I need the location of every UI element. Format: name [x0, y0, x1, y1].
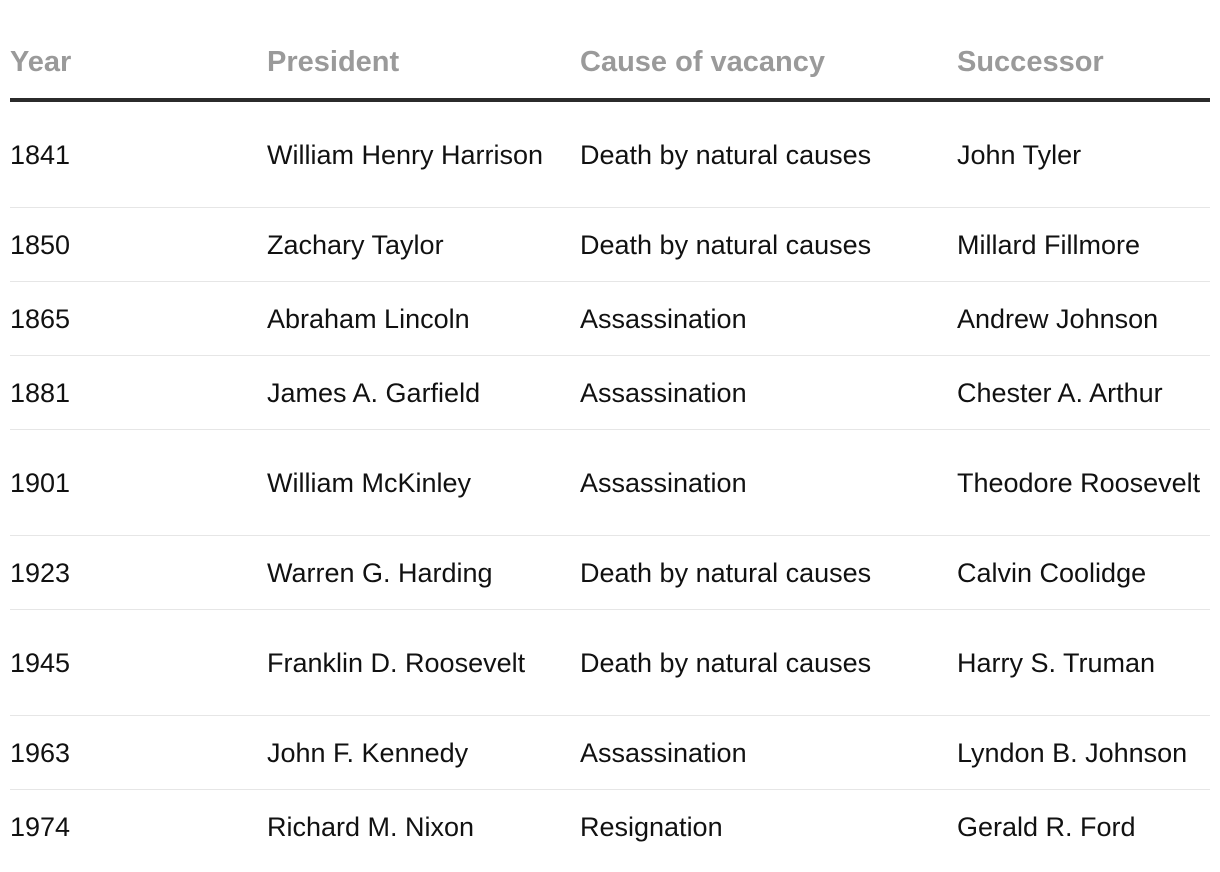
year-cell: 1923 [10, 557, 71, 588]
year-cell: 1865 [10, 303, 71, 334]
successor-cell: Andrew Johnson [957, 303, 1159, 334]
table-row [10, 102, 1210, 208]
year-cell: 1901 [10, 467, 71, 498]
table-row [10, 356, 1210, 430]
table-row [10, 430, 1210, 536]
successor-cell: Lyndon B. Johnson [957, 737, 1188, 768]
president-cell: William Henry Harrison [267, 139, 544, 170]
president-cell: William McKinley [267, 467, 472, 498]
cause-cell: Assassination [580, 377, 747, 408]
table-row [10, 716, 1210, 790]
year-cell: 1963 [10, 737, 71, 768]
successor-cell: John Tyler [957, 139, 1082, 170]
president-cell: Abraham Lincoln [267, 303, 470, 334]
successor-cell: Harry S. Truman [957, 647, 1156, 678]
year-cell: 1974 [10, 812, 71, 842]
successor-cell: Theodore Roosevelt [957, 467, 1201, 498]
header-president: President [267, 46, 400, 78]
successor-cell: Chester A. Arthur [957, 377, 1163, 408]
successor-cell: Millard Fillmore [957, 229, 1141, 260]
cause-cell: Assassination [580, 737, 747, 768]
cause-cell: Assassination [580, 303, 747, 334]
table-row [10, 282, 1210, 356]
successor-cell: Gerald R. Ford [957, 812, 1136, 842]
president-cell: John F. Kennedy [267, 737, 469, 768]
cause-cell: Death by natural causes [580, 229, 872, 260]
president-cell: James A. Garfield [267, 377, 481, 408]
year-cell: 1841 [10, 139, 71, 170]
table-row [10, 610, 1210, 716]
vacancy-table [10, 0, 1210, 864]
cause-cell: Resignation [580, 812, 723, 842]
table-row [10, 536, 1210, 610]
table-row [10, 208, 1210, 282]
cause-cell: Death by natural causes [580, 557, 872, 588]
successor-cell: Calvin Coolidge [957, 557, 1147, 588]
president-cell: Franklin D. Roosevelt [267, 647, 526, 678]
table-row [10, 790, 1210, 864]
year-cell: 1881 [10, 377, 71, 408]
header-year: Year [10, 46, 72, 78]
table-header-row [10, 0, 1210, 102]
year-cell: 1850 [10, 229, 71, 260]
header-cause: Cause of vacancy [580, 46, 826, 78]
header-successor: Successor [957, 46, 1104, 78]
cause-cell: Assassination [580, 467, 747, 498]
cause-cell: Death by natural causes [580, 647, 872, 678]
president-cell: Warren G. Harding [267, 557, 493, 588]
president-cell: Zachary Taylor [267, 229, 444, 260]
cause-cell: Death by natural causes [580, 139, 872, 170]
president-cell: Richard M. Nixon [267, 812, 475, 842]
year-cell: 1945 [10, 647, 71, 678]
